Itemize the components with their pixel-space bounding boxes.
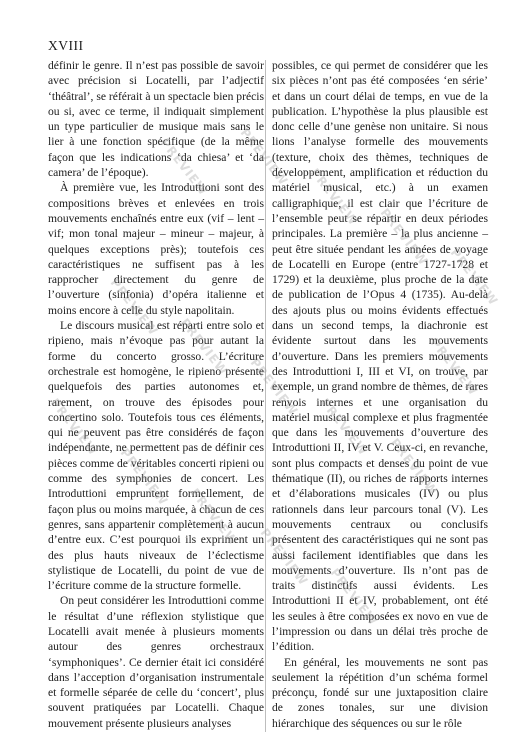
paragraph: possibles, ce qui permet de considérer que les six pièces n’ont pas été composées ‘en série’ et dans un court délai de temps, en vue de la publication. L’hypothèse la plus plausible est donc celle d’une genèse non unitaire. Si nous lions l’analyse formelle des mouvements (texture, choix des thèmes, techniques de développement, amplification et réduction du matériel musical, etc.) à un examen calligraphique, il est clair que l’écriture de l’ensemble peut se répartir en deux périodes principales. La première – la plus ancienne – peut être située pendant les années de voyage de Locatelli en Europe (entre 1727-1728 et 1729) et la deuxième, plus proche de la date de publication de l’Opus 4 (1735). Au-delà des ajouts plus ou moins évidents effectués dans un second temps, la diachronie est évidente surtout dans les mouvements d’ouverture. Dans les premiers mouvements des Introduttioni I, III et VI, on trouve, par exemple, un grand nombre de thèmes, de rares renvois internes et une organisation du matériel musical complexe et plus fragmentée que dans les mouvements d’ouverture des Introduttioni II, IV et V. Ceux-ci, en revanche, sont plus compacts et denses du point de vue thématique (II), ou riches de rapports internes et d’élaborations musicales (IV) ou plus rationnels dans leur parcours tonal (V). Les mouvements centraux ou conclusifs présentent des caractéristiques qui ne sont pas aussi facilement identifiables que dans les mouvements d’ouverture. Ils n’ont pas de traits distinctifs aussi évidents. Les Introduttioni II et IV, probablement, ont été les seules à être composées ex novo en vue de l’impression ou dans un délai très proche de l’édition. <box>272 59 489 654</box>
page-number: XVIII <box>48 38 84 53</box>
watermark: PREVIEW <box>387 435 441 499</box>
paragraph: En général, les mouvements ne sont pas seulement la répétition d’un schéma formel préconçu, fondé sur une juxtaposition claire de zones tonales, sur une division hiérarchique des séquences ou sur le rôle <box>272 655 488 730</box>
paragraph: définir le genre. Il n’est pas possible de savoir avec précision si Locatelli, par l’adjectif ‘théâtral’, se référait à un spectacle bien précis ou si, avec ce terme, il indiquait simplement un type particulier de musique mais sans le lier à une fonction spécifique (de la même façon que les indications ‘da chiesa’ et ‘da camera’ de l’époque). <box>48 59 264 180</box>
watermark: PREVIEW <box>107 275 161 339</box>
watermark: PREVIEW <box>177 315 231 379</box>
paragraph: À première vue, les Introduttioni sont des compositions brèves et enlevées en trois mouvements enchaînés entre eux (vif – lent – vif; mon tonal majeur – mineur – majeur, à quelques exceptions près); toutefois ces caractéristiques ne suffisent pas à les rapprocher directement du genre de l’ouverture (sinfonia) d’opéra italienne et moins encore à celle du style napolitain. <box>48 181 264 317</box>
watermark: PREVIEW <box>157 135 211 199</box>
watermark: PREVIEW <box>47 395 101 459</box>
watermark: PREVIEW <box>377 205 431 269</box>
watermark: PREVIEW <box>427 335 481 399</box>
watermark: PREVIEW <box>257 525 311 589</box>
paragraph: On peut considérer les Introduttioni comme le résultat d’une réflexion stylistique que Locatelli avait menée à plusieurs moments autour des genres orchestraux ‘symphoniques’. Ce dernier était ici considéré dans l’acception d’organisation instrumentale et formelle séparée de celle du ‘concert’, plus souvent pratiquées par Locatelli. Chaque mouvement présente plusieurs analyses <box>48 594 264 730</box>
left-column <box>48 58 264 731</box>
watermark: PREVIEW <box>307 165 361 229</box>
watermark: PREVIEW <box>117 445 171 509</box>
watermark: PREVIEW <box>327 565 381 629</box>
column-divider <box>265 60 266 732</box>
watermark: PREVIEW <box>187 485 241 549</box>
watermark: PREVIEW <box>237 125 291 189</box>
paragraph: Le discours musical est réparti entre solo et ripieno, mais n’évoque pas pour autant la forme du concerto grosso. L’écriture orchestrale est homogène, le ripieno présente quelquefois des parties autonomes et, rarement, on trouve des épisodes pour concertino solo. Toutefois tous ces éléments, qui ne peuvent pas être considérés de façon indépendante, ne permettent pas de définir ces pièces comme de véritables concerti ripieni ou comme des symphonies de concert. Les Introduttioni empruntent formellement, de façon plus ou moins marquée, à chacun de ces genres, sans appartenir complètement à aucun d’entre eux. C’est pourquoi ils expriment un des plus hauts niveaux de l’éclectisme stylistique de Locatelli, du point de vue de l’écriture comme de la structure formelle. <box>48 319 264 593</box>
watermark: PREVIEW <box>247 355 301 419</box>
watermark: PREVIEW <box>317 395 371 459</box>
watermark: PREVIEW <box>447 245 501 309</box>
right-column <box>272 58 488 731</box>
